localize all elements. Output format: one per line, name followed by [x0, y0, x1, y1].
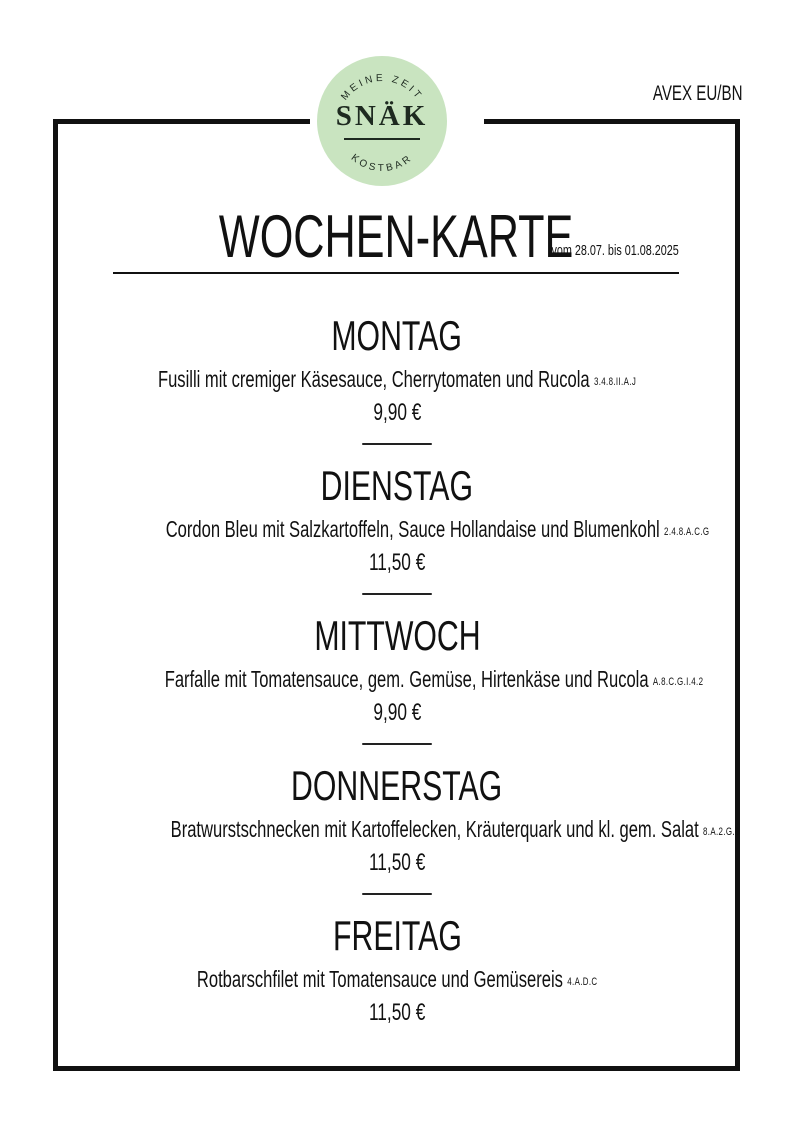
title-rule [113, 272, 679, 274]
logo-rule [344, 138, 420, 140]
dish-line-text [171, 814, 740, 847]
day-separator [362, 743, 432, 745]
dish-line-text [197, 964, 598, 997]
date-range [502, 242, 679, 259]
dish-text: Rotbarschfilet mit Tomatensauce und Gemüsereis [196, 966, 563, 992]
corner-code-text: AVEX EU/BN [652, 82, 742, 105]
price-text: 11,50 € [368, 549, 426, 576]
day-name-text: MONTAG [331, 312, 463, 359]
dish-line-text [165, 664, 704, 697]
day-list [60, 310, 740, 1060]
price [60, 547, 734, 579]
day-name [60, 910, 734, 962]
price-text: 11,50 € [368, 999, 426, 1026]
day-section-wednesday [60, 610, 734, 760]
svg-text:MEINE ZEIT [339, 73, 424, 103]
dish-text: Fusilli mit cremiger Käsesauce, Cherrytomaten und Rucola [157, 366, 590, 392]
price [60, 397, 734, 429]
logo-name: SNÄK [335, 100, 429, 132]
day-name-text: DONNERSTAG [291, 762, 503, 809]
dish-text: Bratwurstschnecken mit Kartoffelecken, Kräuterquark und kl. gem. Salat [170, 816, 699, 842]
allergen-codes: 3.4.8.II.A.J [593, 376, 637, 388]
page-title [113, 203, 679, 271]
day-separator [362, 893, 432, 895]
allergen-codes: 8.A.2.G.3 [703, 826, 740, 838]
day-name [60, 760, 734, 812]
price-text: 9,90 € [372, 399, 422, 426]
day-name-text: DIENSTAG [320, 462, 474, 509]
dish-line-text [166, 514, 710, 547]
logo-arc-bottom: KOSTBAR [348, 152, 416, 175]
day-name [60, 610, 734, 662]
day-section-thursday [60, 760, 740, 910]
snaek-logo [317, 56, 447, 186]
allergen-codes: 2.4.8.A.C.G [664, 526, 710, 538]
day-name-text: FREITAG [332, 912, 462, 959]
day-separator [362, 593, 432, 595]
allergen-codes: A.8.C.G.I.4.2 [652, 676, 704, 688]
logo-arc-top: MEINE ZEIT [339, 72, 425, 103]
dish-line [60, 514, 734, 547]
day-name [60, 460, 734, 512]
dish-text: Cordon Bleu mit Salzkartoffeln, Sauce Hollandaise und Blumenkohl [165, 516, 660, 542]
day-separator [362, 443, 432, 445]
dish-line [60, 664, 734, 697]
day-section-tuesday [60, 460, 734, 610]
day-name [60, 310, 734, 362]
date-range-text: vom 28.07. bis 01.08.2025 [551, 242, 679, 259]
dish-line [60, 364, 734, 397]
day-section-monday [60, 310, 734, 460]
corner-code [618, 82, 742, 106]
title-row [113, 203, 679, 271]
price [60, 847, 734, 879]
dish-line [60, 814, 740, 847]
price [60, 997, 734, 1029]
price-text: 11,50 € [368, 849, 426, 876]
svg-text:KOSTBAR [349, 152, 415, 174]
dish-line-text [158, 364, 636, 397]
price [60, 697, 734, 729]
page-title-text: WOCHEN-KARTE [218, 203, 574, 270]
day-name-text: MITTWOCH [313, 612, 481, 659]
day-section-friday [60, 910, 734, 1060]
dish-line [60, 964, 734, 997]
price-text: 9,90 € [372, 699, 422, 726]
allergen-codes: 4.A.D.C [567, 976, 598, 988]
dish-text: Farfalle mit Tomatensauce, gem. Gemüse, Hirtenkäse und Rucola [164, 666, 649, 692]
